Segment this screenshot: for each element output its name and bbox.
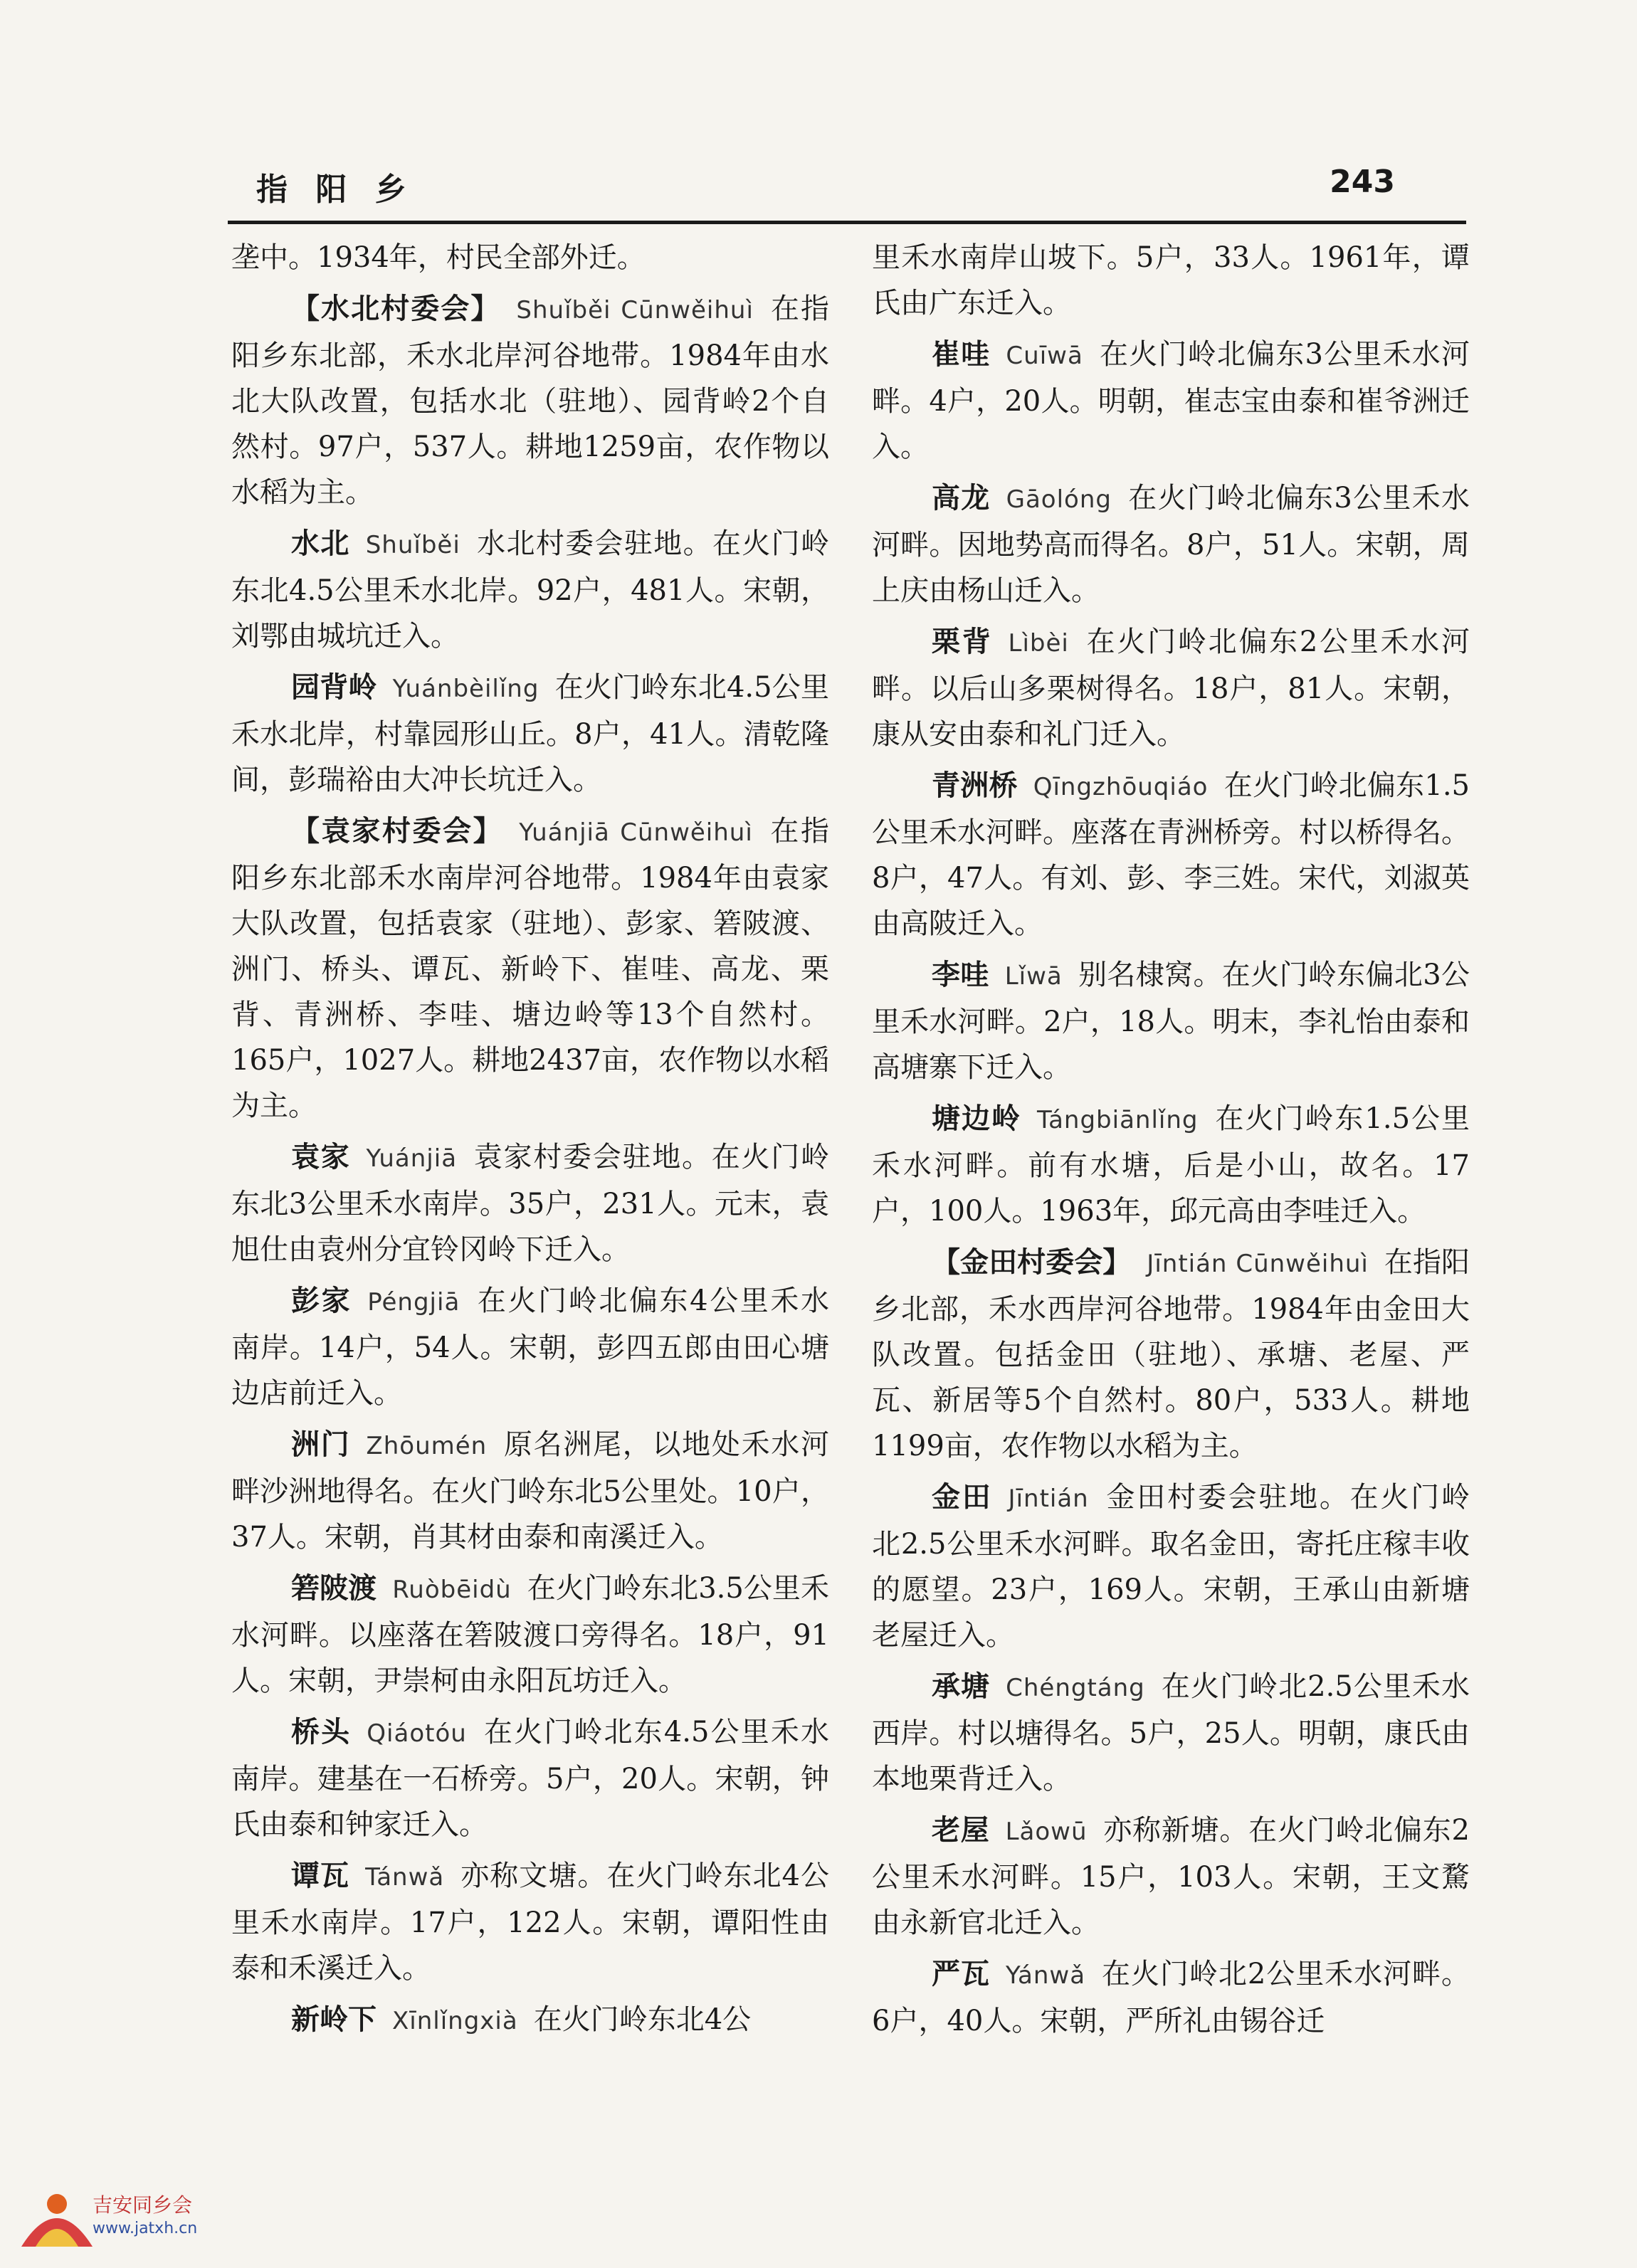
entry-paragraph [872, 1951, 1470, 2044]
entry-text: 在火门岭北偏东1.5公里禾水河畔。座落在青洲桥旁。村以桥得名。8户，47人。有刘、彭、李三姓。宋代，刘淑英由高陂迁入。 [872, 769, 1470, 940]
entry-paragraph [231, 1853, 829, 1991]
entry-romanization: Qīngzhōuqiáo [1033, 773, 1209, 801]
entry-heading: 【金田村委会】 [932, 1246, 1132, 1279]
entry-text: 在指阳乡东北部，禾水北岸河谷地带。1984年由水北大队改置，包括水北（驻地）、园背岭2个自然村。97户，537人。耕地1259亩，农作物以水稻为主。 [231, 292, 830, 509]
entry-paragraph [231, 1422, 829, 1560]
entry-romanization: Jīntián [1008, 1484, 1089, 1513]
entry-text: 袁家村委会驻地。在火门岭东北3公里禾水南岸。35户，231人。元末，袁旭仕由袁州分宜铃冈岭下迁入。 [231, 1141, 830, 1266]
page-header [242, 164, 1459, 213]
entry-romanization: Ruòbēidù [392, 1576, 512, 1604]
entry-heading: 承塘 [932, 1670, 991, 1703]
entry-text: 在火门岭北偏东3公里禾水河畔。因地势高而得名。8户，51人。宋朝，周上庆由杨山迁入。 [872, 482, 1470, 607]
entry-text: 在指阳乡东北部禾水南岸河谷地带。1984年由袁家大队改置，包括袁家（驻地）、彭家、箬陂渡、洲门、桥头、谭瓦、新岭下、崔哇、高龙、栗背、青洲桥、李哇、塘边岭等13个自然村。165户，1027人。耕地2437亩，农作物以水稻为主。 [231, 815, 830, 1122]
entry-text: 原名洲尾，以地处禾水河畔沙洲地得名。在火门岭东北5公里处。10户，37人。宋朝，肖其材由泰和南溪迁入。 [231, 1428, 830, 1554]
entry-paragraph [872, 332, 1470, 470]
entry-text: 垄中。1934年，村民全部外迁。 [231, 241, 646, 274]
entry-text: 在火门岭北偏东2公里禾水河畔。以后山多栗树得名。18户，81人。宋朝，康从安由泰和礼门迁入。 [872, 626, 1470, 751]
entry-text: 在火门岭东1.5公里禾水河畔。前有水塘，后是小山，故名。17户，100人。1963年，邱元高由李哇迁入。 [872, 1102, 1470, 1228]
entry-text: 别名棣窝。在火门岭东偏北3公里禾水河畔。2户，18人。明末，李礼怡由泰和高塘寨下迁入。 [872, 959, 1470, 1084]
entry-heading: 【水北村委会】 [291, 292, 501, 325]
entry-text: 在火门岭北2.5公里禾水西岸。村以塘得名。5户，25人。明朝，康氏由本地栗背迁入。 [872, 1670, 1470, 1795]
entry-text: 在指阳乡北部，禾水西岸河谷地带。1984年由金田大队改置。包括金田（驻地）、承塘、老屋、严瓦、新居等5个自然村。80户，533人。耕地1199亩，农作物以水稻为主。 [872, 1246, 1470, 1462]
entry-heading: 青洲桥 [932, 769, 1018, 802]
watermark-url: www.jatxh.cn [93, 2220, 198, 2237]
entry-text: 在火门岭北2公里禾水河畔。6户，40人。宋朝，严所礼由锡谷迁 [872, 1958, 1470, 2037]
entry-paragraph [231, 521, 829, 659]
entry-heading: 袁家 [291, 1141, 351, 1173]
entry-romanization: Yuánjiā Cūnwěihuì [519, 818, 753, 847]
watermark-text: 吉安同乡会 [93, 2193, 193, 2217]
entry-heading: 水北 [291, 527, 350, 560]
entry-heading: 彭家 [291, 1285, 352, 1317]
entry-heading: 严瓦 [932, 1958, 990, 1990]
entry-text: 水北村委会驻地。在火门岭东北4.5公里禾水北岸。92户，481人。宋朝，刘鄂由城坑迁入。 [231, 527, 829, 653]
entry-text: 在火门岭东北3.5公里禾水河畔。以座落在箬陂渡口旁得名。18户，91人。宋朝，尹崇柯由永阳瓦坊迁入。 [231, 1572, 829, 1697]
entry-text: 亦称文塘。在火门岭东北4公里禾水南岸。17户，122人。宋朝，谭阳性由泰和禾溪迁入。 [231, 1860, 830, 1985]
entry-romanization: Tánwǎ [365, 1863, 445, 1892]
entry-paragraph [872, 1808, 1470, 1946]
entry-text: 金田村委会驻地。在火门岭北2.5公里禾水河畔。取名金田，寄托庄稼丰收的愿望。23户，169人。宋朝，王承山由新塘老屋迁入。 [872, 1481, 1470, 1652]
entry-heading: 栗背 [932, 626, 993, 658]
entry-romanization: Yuánjiā [366, 1144, 458, 1173]
entry-text: 在火门岭东北4公 [533, 2003, 752, 2036]
entry-heading: 园背岭 [291, 671, 377, 704]
entry-paragraph [231, 235, 829, 280]
entry-paragraph [231, 1709, 829, 1847]
entry-romanization: Jīntián Cūnwěihuì [1147, 1250, 1369, 1278]
entry-paragraph [872, 1664, 1470, 1802]
watermark [14, 2175, 256, 2254]
entry-paragraph [231, 1134, 829, 1272]
entry-heading: 洲门 [291, 1428, 351, 1461]
entry-paragraph [872, 235, 1470, 326]
left-column [231, 235, 829, 2050]
entry-romanization: Zhōumén [366, 1432, 488, 1460]
entry-heading: 李哇 [932, 959, 989, 991]
entry-romanization: Xīnlǐngxià [392, 2007, 518, 2035]
header-rule [228, 221, 1466, 224]
running-title: 指 阳 乡 [256, 172, 415, 208]
entry-heading: 桥头 [291, 1716, 352, 1749]
entry-romanization: Cuīwā [1006, 342, 1083, 370]
entry-paragraph [872, 619, 1470, 757]
entry-heading: 崔哇 [932, 338, 991, 371]
entry-romanization: Péngjiā [367, 1288, 460, 1317]
entry-heading: 新岭下 [291, 2003, 377, 2036]
entry-text: 亦称新塘。在火门岭北偏东2公里禾水河畔。15户，103人。宋朝，王文騖由永新官北迁入。 [872, 1814, 1470, 1939]
entry-romanization: Yánwǎ [1005, 1961, 1086, 1990]
entry-text: 里禾水南岸山坡下。5户，33人。1961年，谭氏由广东迁入。 [872, 241, 1470, 320]
entry-paragraph [872, 1240, 1470, 1469]
entry-paragraph [872, 1096, 1470, 1234]
entry-paragraph [231, 808, 829, 1129]
entry-text: 在火门岭北东4.5公里禾水南岸。建基在一石桥旁。5户，20人。宋朝，钟氏由泰和钟家迁入。 [231, 1716, 830, 1841]
entry-paragraph [872, 475, 1470, 613]
entry-romanization: Shuǐběi [365, 531, 460, 559]
watermark-logo-icon [14, 2175, 100, 2254]
entry-romanization: Lǎowū [1005, 1818, 1088, 1846]
entry-heading: 谭瓦 [291, 1860, 350, 1892]
entry-paragraph [231, 1278, 829, 1416]
entry-heading: 箬陂渡 [291, 1572, 377, 1605]
entry-romanization: Yuánbèilǐng [392, 675, 539, 703]
entry-paragraph [872, 952, 1470, 1090]
entry-romanization: Tángbiānlǐng [1036, 1106, 1199, 1134]
entry-paragraph [231, 1997, 829, 2044]
page-number: 243 [1330, 164, 1395, 200]
entry-romanization: Lǐwā [1004, 962, 1063, 991]
entry-romanization: Shuǐběi Cūnwěihuì [516, 296, 754, 325]
entry-paragraph [231, 665, 829, 803]
entry-paragraph [872, 763, 1470, 946]
entry-paragraph [231, 286, 829, 515]
entry-paragraph [231, 1566, 829, 1704]
entry-paragraph [872, 1475, 1470, 1658]
entry-romanization: Lìbèi [1008, 629, 1069, 658]
entry-romanization: Qiáotóu [367, 1719, 467, 1748]
entry-heading: 老屋 [932, 1814, 990, 1847]
entry-heading: 金田 [932, 1481, 993, 1514]
entry-heading: 高龙 [932, 482, 991, 515]
entry-romanization: Chéngtáng [1006, 1674, 1145, 1702]
entry-romanization: Gāolóng [1006, 485, 1112, 514]
entry-text: 在火门岭北偏东4公里禾水南岸。14户，54人。宋朝，彭四五郎由田心塘边店前迁入。 [231, 1285, 830, 1410]
entry-text: 在火门岭东北4.5公里禾水北岸，村靠园形山丘。8户，41人。清乾隆间，彭瑞裕由大冲长坑迁入。 [231, 671, 829, 796]
entry-text: 在火门岭北偏东3公里禾水河畔。4户，20人。明朝，崔志宝由泰和崔爷洲迁入。 [872, 338, 1470, 463]
entry-heading: 塘边岭 [932, 1102, 1021, 1135]
right-column [872, 235, 1470, 2050]
entry-heading: 【袁家村委会】 [291, 815, 504, 848]
